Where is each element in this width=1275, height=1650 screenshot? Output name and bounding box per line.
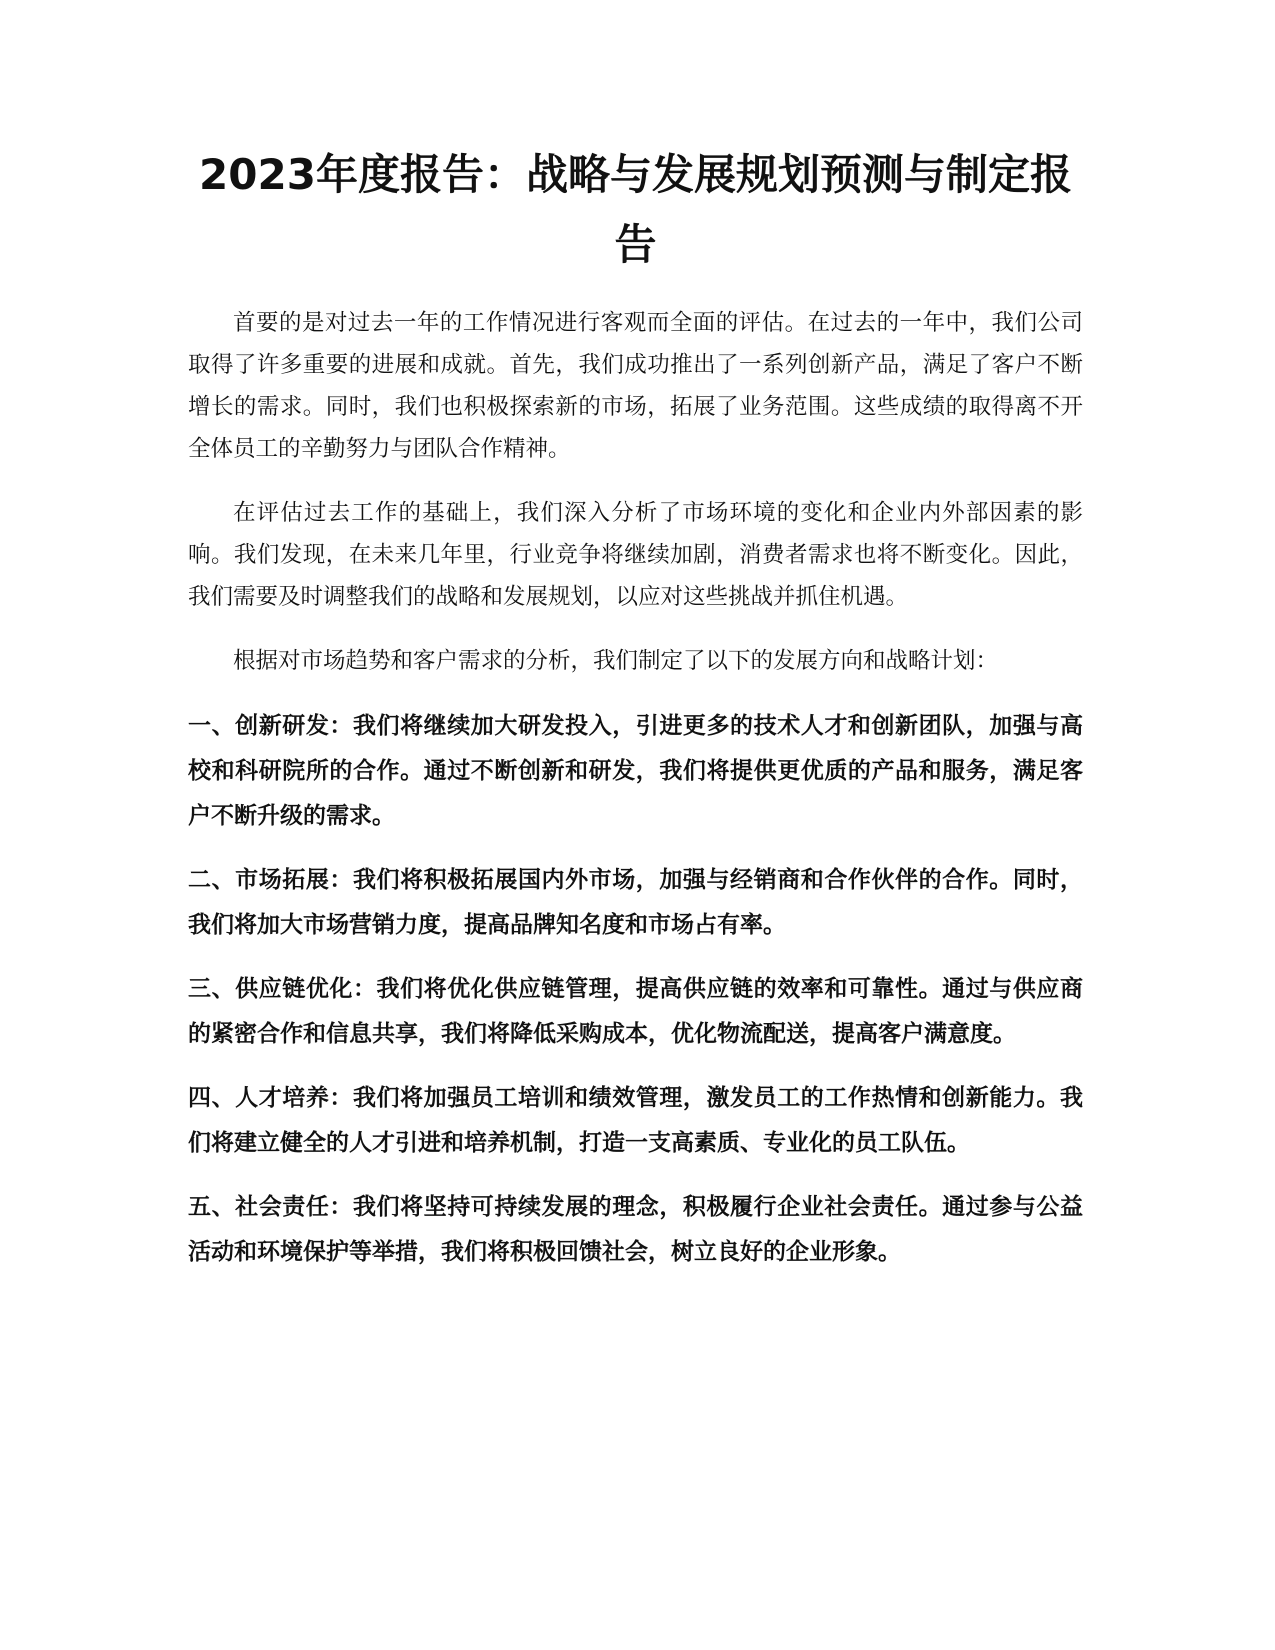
document-page [188, 140, 1083, 1294]
strategy-social-responsibility: 五、社会责任：我们将坚持可持续发展的理念，积极履行企业社会责任。通过参与公益活动和环境保护等举措，我们将积极回馈社会，树立良好的企业形象。 [188, 1194, 1083, 1265]
document-title: 2023年度报告：战略与发展规划预测与制定报告 [199, 150, 1072, 269]
paragraph-plan-intro: 根据对市场趋势和客户需求的分析，我们制定了以下的发展方向和战略计划： [233, 648, 999, 674]
paragraph-evaluation: 首要的是对过去一年的工作情况进行客观而全面的评估。在过去的一年中，我们公司取得了许多重要的进展和成就。首先，我们成功推出了一系列创新产品，满足了客户不断增长的需求。同时，我们也积极探索新的市场，拓展了业务范围。这些成绩的取得离不开全体员工的辛勤努力与团队合作精神。 [188, 310, 1083, 462]
strategy-supply-chain: 三、供应链优化：我们将优化供应链管理，提高供应链的效率和可靠性。通过与供应商的紧密合作和信息共享，我们将降低采购成本，优化物流配送，提高客户满意度。 [188, 976, 1083, 1047]
strategy-talent: 四、人才培养：我们将加强员工培训和绩效管理，激发员工的工作热情和创新能力。我们将建立健全的人才引进和培养机制，打造一支高素质、专业化的员工队伍。 [188, 1085, 1083, 1156]
strategy-innovation: 一、创新研发：我们将继续加大研发投入，引进更多的技术人才和创新团队，加强与高校和科研院所的合作。通过不断创新和研发，我们将提供更优质的产品和服务，满足客户不断升级的需求。 [188, 713, 1083, 829]
strategy-market-expansion: 二、市场拓展：我们将积极拓展国内外市场，加强与经销商和合作伙伴的合作。同时，我们将加大市场营销力度，提高品牌知名度和市场占有率。 [188, 867, 1083, 938]
paragraph-analysis: 在评估过去工作的基础上，我们深入分析了市场环境的变化和企业内外部因素的影响。我们发现，在未来几年里，行业竞争将继续加剧，消费者需求也将不断变化。因此，我们需要及时调整我们的战略和发展规划，以应对这些挑战并抓住机遇。 [188, 500, 1083, 610]
